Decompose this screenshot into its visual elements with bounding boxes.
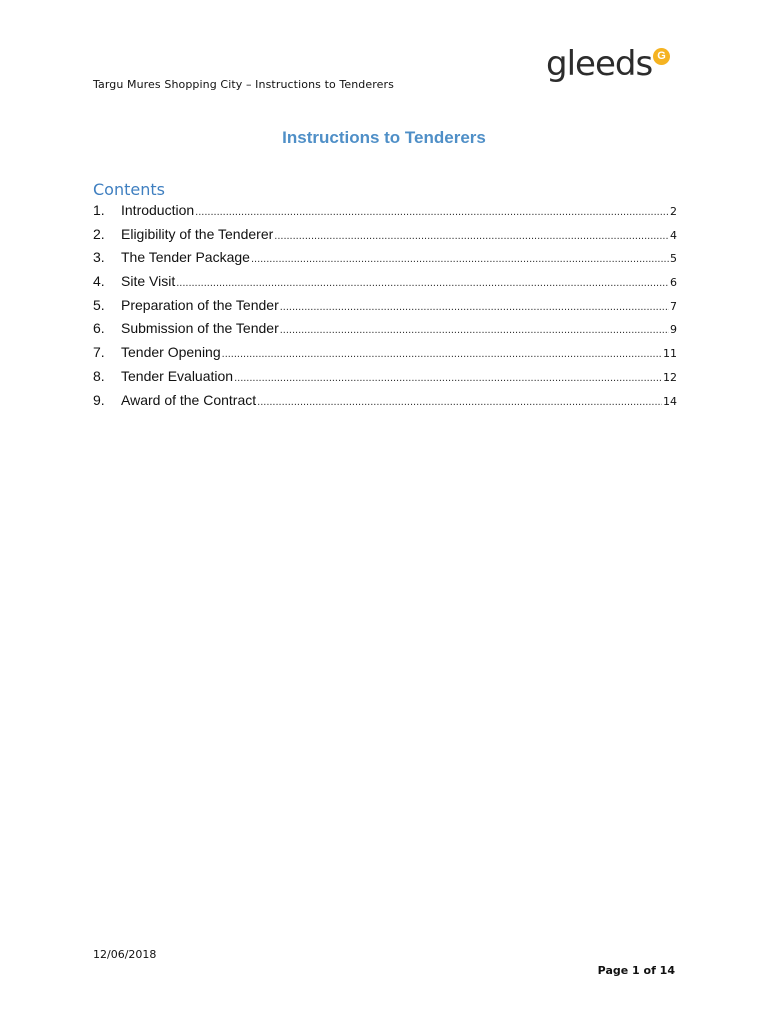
toc-entry-eligibility[interactable]: [93, 226, 677, 250]
toc-label[interactable]: Award of the Contract: [121, 391, 257, 408]
toc-entry-tender-package[interactable]: [93, 249, 677, 273]
toc-number: 1.: [93, 202, 105, 218]
toc-leader-dots: [280, 301, 669, 313]
toc-number: 3.: [93, 249, 105, 266]
toc-label[interactable]: The Tender Package: [121, 249, 250, 266]
toc-number: 8.: [93, 367, 105, 384]
toc-label[interactable]: Eligibility of the Tenderer: [121, 225, 274, 242]
toc-leader-dots: [176, 277, 669, 289]
toc-page-number[interactable]: 6: [670, 276, 677, 290]
toc-label[interactable]: Submission of the Tender: [121, 320, 279, 337]
toc-leader-dots: [234, 372, 662, 384]
toc-entry-opening[interactable]: [93, 344, 677, 368]
toc-page-number[interactable]: 5: [670, 252, 677, 266]
logo-badge-icon: G: [653, 48, 670, 65]
header-title: Targu Mures Shopping City – Instructions to Tenderers: [93, 78, 394, 91]
toc-page-number[interactable]: 9: [670, 323, 677, 337]
toc-label[interactable]: Tender Opening: [121, 344, 221, 361]
toc-page-number[interactable]: 4: [670, 228, 677, 242]
toc-number: 4.: [93, 273, 105, 290]
toc-entry-introduction[interactable]: [93, 202, 677, 226]
toc-entry-site-visit[interactable]: [93, 273, 677, 297]
toc-label[interactable]: Site Visit: [121, 273, 176, 290]
toc-leader-dots: [257, 396, 662, 408]
toc-number: 2.: [93, 225, 105, 242]
toc-number: 5.: [93, 296, 105, 313]
toc-page-number[interactable]: 2: [670, 205, 677, 218]
toc-entry-award[interactable]: [93, 392, 677, 416]
table-of-contents: [93, 202, 677, 415]
footer-date: 12/06/2018: [93, 948, 157, 961]
toc-entry-submission[interactable]: [93, 320, 677, 344]
toc-leader-dots: [274, 230, 669, 242]
toc-page-number[interactable]: 7: [670, 299, 677, 313]
document-title: Instructions to Tenderers: [282, 128, 486, 147]
toc-label[interactable]: Introduction: [121, 202, 195, 218]
toc-leader-dots: [251, 253, 669, 265]
toc-entry-preparation[interactable]: [93, 297, 677, 321]
toc-entry-evaluation[interactable]: [93, 368, 677, 392]
toc-leader-dots: [195, 206, 669, 218]
toc-number: 6.: [93, 320, 105, 337]
toc-page-number[interactable]: 11: [663, 347, 677, 361]
toc-leader-dots: [222, 348, 662, 360]
toc-number: 9.: [93, 391, 105, 408]
toc-page-number[interactable]: 12: [663, 370, 677, 384]
toc-label[interactable]: Preparation of the Tender: [121, 296, 279, 313]
gleeds-logo: [546, 44, 676, 94]
toc-leader-dots: [280, 324, 669, 336]
footer-page-number: Page 1 of 14: [597, 964, 675, 977]
contents-heading: Contents: [93, 180, 165, 199]
toc-number: 7.: [93, 344, 105, 361]
toc-label[interactable]: Tender Evaluation: [121, 367, 234, 384]
toc-page-number[interactable]: 14: [663, 394, 677, 408]
logo-wordmark: gleeds: [546, 44, 653, 84]
